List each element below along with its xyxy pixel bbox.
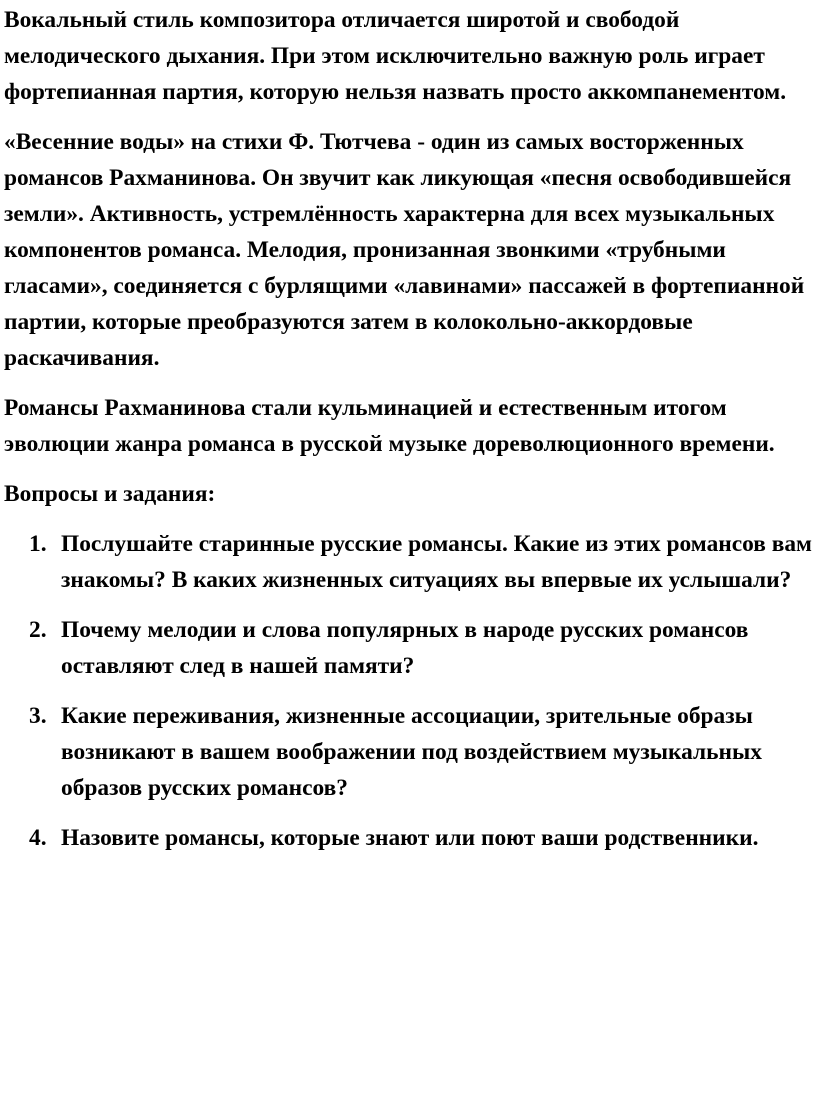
questions-heading: Вопросы и задания: (4, 481, 216, 507)
paragraph-rachmaninov-romances: Романсы Рахманинова стали кульминацией и естественным итогом эволюции жанра романса в русской музыке дореволюционного времени. (4, 395, 775, 457)
question-number: 4. (29, 825, 47, 851)
question-text: Послушайте старинные русские романсы. Какие из этих романсов вам знакомы? В каких жизненных ситуациях вы впервые их услышали? (61, 531, 812, 593)
question-text: Назовите романсы, которые знают или поют ваши родственники. (61, 825, 759, 851)
question-text: Какие переживания, жизненные ассоциации, зрительные образы возникают в вашем воображении под воздействием музыкальных образов русских романсов? (61, 703, 762, 801)
question-item-4 (4, 820, 812, 856)
question-item-3 (4, 698, 812, 806)
question-number: 1. (29, 531, 47, 557)
questions-list (4, 526, 812, 856)
question-item-2 (4, 612, 812, 684)
paragraph-spring-waters: «Весенние воды» на стихи Ф. Тютчева - один из самых восторженных романсов Рахманинова. Он звучит как ликующая «песня освободившейся земли». Активность, устремлённость характерна для всех музыкальных компонентов романса. Мелодия, пронизанная звонкими «трубными гласами», соединяется с бурлящими «лавинами» пассажей в фортепианной партии, которые преобразуются затем в колокольно-аккордовые раскачивания. (4, 129, 805, 371)
question-number: 3. (29, 703, 47, 729)
question-number: 2. (29, 617, 47, 643)
question-text: Почему мелодии и слова популярных в народе русских романсов оставляют след в нашей памяти? (61, 617, 749, 679)
question-item-1 (4, 526, 812, 598)
paragraph-vocal-style: Вокальный стиль композитора отличается широтой и свободой мелодического дыхания. При этом исключительно важную роль играет фортепианная партия, которую нельзя назвать просто аккомпанементом. (4, 7, 787, 105)
